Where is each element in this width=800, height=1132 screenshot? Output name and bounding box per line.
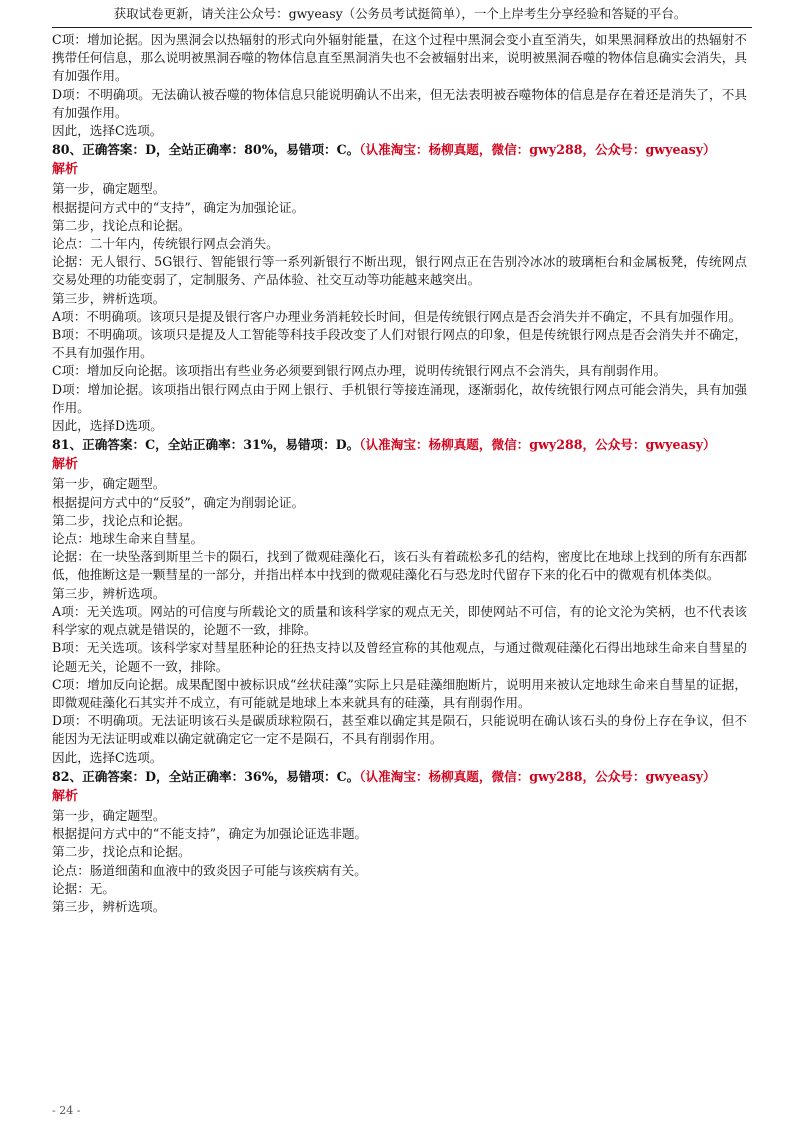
analysis-line: 论点：地球生命来自彗星。 — [52, 531, 204, 547]
answer-summary: 81、正确答案：C，全站正确率：31%，易错项：D。 — [52, 437, 360, 453]
analysis-line: 第三步，辨析选项。 — [52, 585, 166, 601]
answer-conclusion: 因此，选择C选项。 — [52, 123, 163, 139]
source-notice: （认准淘宝：杨柳真题，微信：gwy288，公众号：gwyeasy） — [359, 142, 716, 158]
question-header — [52, 768, 747, 786]
analysis-line: 论据：无。 — [52, 880, 115, 896]
question-82 — [52, 768, 747, 916]
question-header — [52, 141, 747, 159]
question-80 — [52, 141, 747, 435]
option-c-explanation: C项：增加反向论据。该项指出有些业务必须要到银行网点办理，说明传统银行网点不会消失，具有削弱作用。 — [52, 363, 667, 379]
analysis-line: 第一步，确定题型。 — [52, 476, 166, 492]
answer-conclusion: 因此，选择C选项。 — [52, 749, 163, 765]
option-c-explanation: C项：增加反向论据。成果配图中被标识成“丝状硅藻”实际上只是硅藻细胞断片，说明用来被认定地球生命来自彗星的证据，即微观硅藻化石其实并不成立，有可能就是地球上本来就具有的硅藻，具有削弱作用。 — [52, 676, 747, 710]
previous-question-tail — [52, 31, 747, 140]
analysis-line: 第三步，辨析选项。 — [52, 898, 166, 914]
option-b-explanation: B项：无关选项。该科学家对彗星胚种论的狂热支持以及曾经宣称的其他观点，与通过微观硅藻化石得出地球生命来自彗星的论题无关，论题不一致，排除。 — [52, 640, 747, 674]
analysis-line: 论点：二十年内，传统银行网点会消失。 — [52, 236, 279, 252]
option-d-explanation: D项：不明确项。无法证明该石头是碳质球粒陨石，甚至难以确定其是陨石，只能说明在确认该石头的身份上存在争议，但不能因为无法证明或难以确定就确定它一定不是陨石，不具有削弱作用。 — [52, 713, 747, 747]
question-81 — [52, 436, 747, 766]
analysis-line: 第一步，确定题型。 — [52, 181, 166, 197]
analysis-line: 论点：肠道细菌和血液中的致炎因子可能与该疾病有关。 — [52, 862, 367, 878]
analysis-line: 第二步，找论点和论据。 — [52, 512, 191, 528]
analysis-title: 解析 — [52, 457, 79, 473]
analysis-line: 第三步，辨析选项。 — [52, 290, 166, 306]
option-d-explanation: D项：增加论据。该项指出银行网点由于网上银行、手机银行等接连涌现，逐渐弱化，故传统银行网点可能会消失，具有加强作用。 — [52, 381, 747, 415]
document-body — [52, 31, 747, 916]
page-number: - 24 - — [52, 1104, 81, 1117]
analysis-line: 根据提问方式中的“反驳”，确定为削弱论证。 — [52, 494, 305, 510]
option-a-explanation: A项：不明确项。该项只是提及银行客户办理业务消耗较长时间，但是传统银行网点是否会消失并不确定，不具有加强作用。 — [52, 308, 742, 324]
option-a-explanation: A项：无关选项。网站的可信度与所载论文的质量和该科学家的观点无关，即使网站不可信，有的论文沦为笑柄，也不代表该科学家的观点就是错误的，论题不一致，排除。 — [52, 603, 747, 638]
option-d-explanation: D项：不明确项。无法确认被吞噬的物体信息只能说明确认不出来，但无法表明被吞噬物体的信息是存在着还是消失了，不具有加强作用。 — [52, 86, 747, 120]
answer-conclusion: 因此，选择D选项。 — [52, 418, 163, 434]
source-notice: （认准淘宝：杨柳真题，微信：gwy288，公众号：gwyeasy） — [359, 768, 716, 784]
option-c-explanation: C项：增加论据。因为黑洞会以热辐射的形式向外辐射能量，在这个过程中黑洞会变小直至消失，如果黑洞释放出的热辐射不携带任何信息，那么说明被黑洞吞噬的物体信息直至黑洞消失也不会被辐射出来，说明被黑洞吞噬的物体信息确实会消失，具有加强作用。 — [52, 32, 747, 84]
analysis-title: 解析 — [52, 788, 79, 804]
analysis-line: 第二步，找论点和论据。 — [52, 217, 191, 233]
analysis-line: 第二步，找论点和论据。 — [52, 844, 191, 860]
question-header — [52, 436, 747, 454]
option-b-explanation: B项：不明确项。该项只是提及人工智能等科技手段改变了人们对银行网点的印象，但是传统银行网点是否会消失并不确定，不具有加强作用。 — [52, 327, 747, 361]
header-divider — [52, 27, 752, 28]
analysis-line: 根据提问方式中的“支持”，确定为加强论证。 — [52, 199, 305, 215]
source-notice: （认准淘宝：杨柳真题，微信：gwy288，公众号：gwyeasy） — [359, 437, 716, 453]
analysis-line: 根据提问方式中的“不能支持”，确定为加强论证选非题。 — [52, 826, 368, 842]
analysis-line: 论据：无人银行、5G银行、智能银行等一系列新银行不断出现，银行网点正在告别冷冰冰的玻璃柜台和金属板凳，传统网点交易处理的功能变弱了，定制服务、产品体验、社交互动等功能越来越突出。 — [52, 254, 747, 288]
answer-summary: 80、正确答案：D，全站正确率：80%，易错项：C。 — [52, 142, 360, 158]
page-header: 获取试卷更新，请关注公众号：gwyeasy（公务员考试挺简单），一个上岸考生分享经验和答疑的平台。 — [113, 6, 687, 21]
analysis-title: 解析 — [52, 162, 79, 178]
answer-summary: 82、正确答案：D，全站正确率：36%，易错项：C。 — [52, 768, 360, 784]
analysis-line: 第一步，确定题型。 — [52, 807, 166, 823]
analysis-line: 论据：在一块坠落到斯里兰卡的陨石，找到了微观硅藻化石，该石头有着疏松多孔的结构，密度比在地球上找到的所有东西都低，他推断这是一颗彗星的一部分，并指出样本中找到的微观硅藻化石与恐龙时代留存下来的化石中的微观有机体类似。 — [52, 549, 747, 583]
